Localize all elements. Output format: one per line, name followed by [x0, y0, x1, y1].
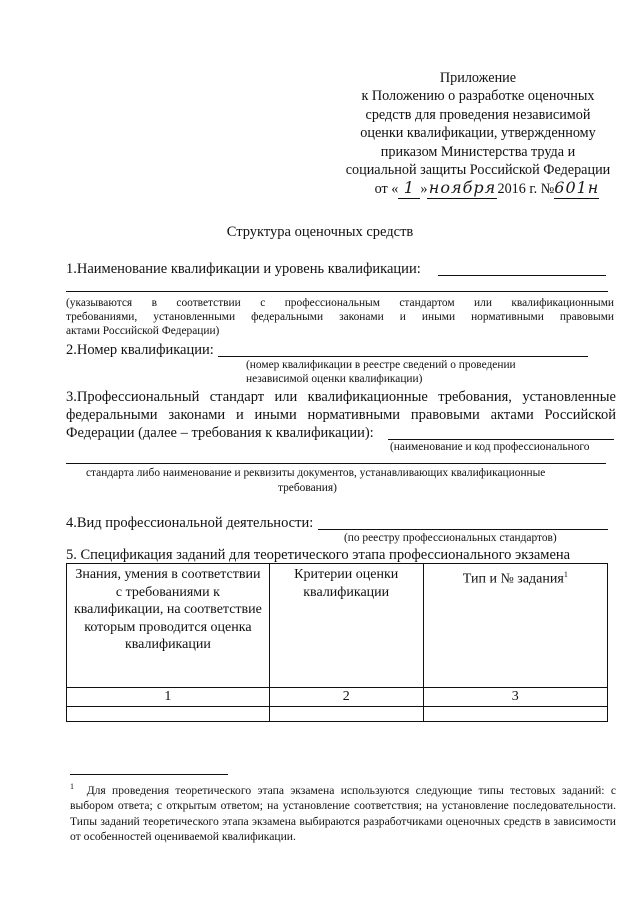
fill-line	[66, 463, 606, 464]
fill-line	[66, 291, 608, 292]
section-1-note: требованиями, установленными федеральными законами и иными нормативными правовыми	[66, 311, 614, 323]
table-row	[67, 688, 608, 707]
table-cell	[67, 706, 270, 721]
section-3-note: стандарта либо наименование и реквизиты документов, устанавливающих квалификационные	[86, 467, 546, 479]
section-1-note: (указываются в соответствии с профессиональным стандартом или квалификационными	[66, 297, 614, 309]
section-1-note: актами Российской Федерации)	[66, 325, 220, 337]
table-cell	[423, 706, 607, 721]
footnote-separator	[70, 774, 228, 775]
table-cell: 3	[423, 688, 607, 707]
section-2-note: независимой оценки квалификации)	[246, 373, 423, 385]
page-title: Структура оценочных средств	[226, 224, 414, 240]
section-4-label: 4.Вид профессиональной деятельности:	[66, 515, 314, 531]
column-header-task-type: Тип и № задания$^1$	[423, 564, 607, 688]
column-header-knowledge: Знания, умения в соответствии с требованиями к квалификации, на соответствие которым проводится оценка квалификации	[67, 564, 270, 688]
header-line: к Положению о разработке оценочных	[361, 88, 595, 105]
footnote-mark: 1	[563, 570, 568, 579]
header-line: средств для проведения независимой	[365, 106, 591, 123]
table-cell: 1	[67, 688, 270, 707]
table-cell	[269, 706, 423, 721]
section-3-text: Федерации (далее – требования к квалификации):	[66, 425, 374, 441]
section-1-label: 1.Наименование квалификации и уровень квалификации:	[66, 261, 421, 277]
section-3-text: 3.Профессиональный стандарт или квалификационные требования, установленные	[66, 389, 616, 405]
footnote-text: Для проведения теоретического этапа экзамена используются следующие типы тестовых заданий: с выбором ответа; с открытым ответом; на установление соответствия; на установление последовательности. Типы заданий теоретического этапа экзамена выбираются разработчиками оценочных средств в зависимости от особенностей оцениваемой квалификации.	[70, 783, 616, 844]
section-3-note: (наименование и код профессионального	[390, 441, 590, 453]
header-line: оценки квалификации, утвержденному	[360, 125, 596, 142]
column-header-criteria: Критерии оценки квалификации	[269, 564, 423, 688]
footnote	[70, 779, 616, 845]
header-line: приказом Министерства труда и	[380, 143, 576, 160]
section-4-note: (по реестру профессиональных стандартов)	[344, 532, 557, 544]
footnote-mark: 1	[70, 782, 74, 791]
section-3-note: требования)	[278, 482, 337, 494]
section-3-text: федеральными законами и иными нормативными правовыми актами Российской	[66, 407, 616, 423]
order-date-line: от « 1 »ноября2016 г. №601н	[374, 178, 600, 198]
section-2-note: (номер квалификации в реестре сведений о проведении	[246, 359, 516, 371]
specification-table	[66, 563, 608, 722]
handwritten-day: 1	[398, 179, 420, 198]
table-cell: 2	[269, 688, 423, 707]
appendix-header	[320, 69, 636, 199]
fill-line	[318, 529, 608, 530]
table-header-row	[67, 564, 608, 688]
table-row	[67, 706, 608, 721]
fill-line	[218, 356, 588, 357]
header-line: Приложение	[439, 70, 517, 86]
handwritten-order-number: 601н	[554, 178, 600, 198]
section-2-label: 2.Номер квалификации:	[66, 342, 214, 358]
fill-line	[438, 275, 606, 276]
handwritten-month: ноября	[428, 178, 497, 198]
header-line: социальной защиты Российской Федерации	[345, 162, 611, 179]
section-5-label: 5. Спецификация заданий для теоретического этапа профессионального экзамена	[66, 547, 571, 563]
